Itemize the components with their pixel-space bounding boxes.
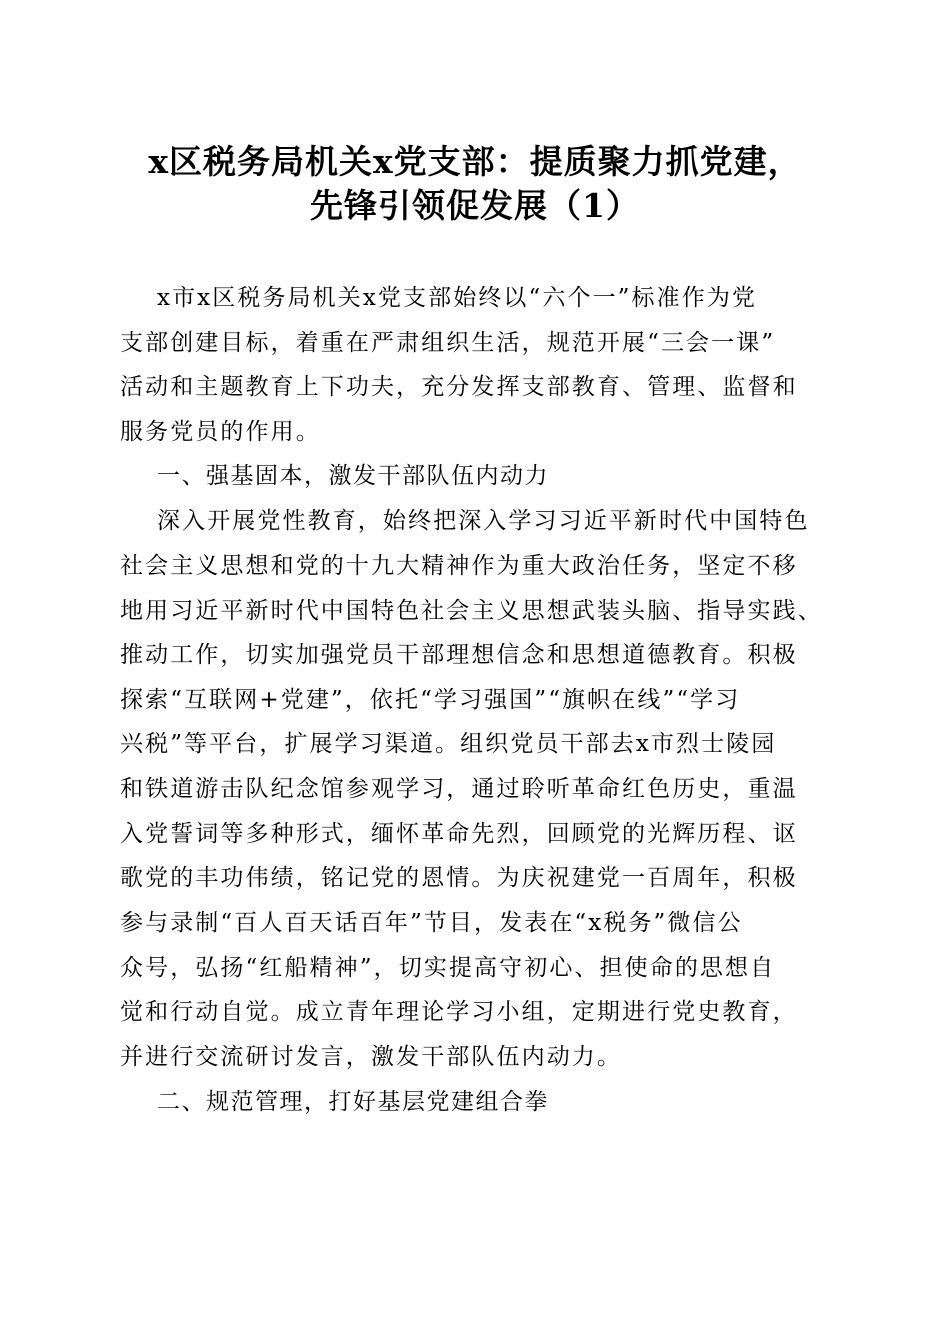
section-1-line: 并进行交流研讨发言，激发干部队伍内动力。	[120, 1044, 622, 1070]
section-1-line: 和铁道游击队纪念馆参观学习，通过聆听革命红色历史，重温	[120, 776, 798, 802]
section-1-line: 探索“互联网+党建”，依托“学习强国”“旗帜在线”“学习	[120, 687, 741, 713]
section-1-line: 兴税”等平台，扩展学习渠道。组织党员干部去x市烈士陵园	[120, 731, 777, 757]
section-1-line: 社会主义思想和党的十九大精神作为重大政治任务，坚定不移	[120, 553, 798, 579]
section-1-line: 入党誓词等多种形式，缅怀革命先烈，回顾党的光辉历程、讴	[120, 821, 798, 847]
intro-paragraph-line: x市x区税务局机关x党支部始终以“六个一”标准作为党	[157, 285, 758, 311]
document-title-line-2: 先锋引领促发展（1）	[310, 186, 640, 225]
section-1-line: 众号，弘扬“红船精神”，切实提高守初心、担使命的思想自	[120, 955, 776, 981]
section-1-line: 觉和行动自觉。成立青年理论学习小组，定期进行党史教育，	[120, 999, 798, 1025]
section-2-heading: 二、规范管理，打好基层党建组合拳	[157, 1089, 549, 1115]
section-1-line: 参与录制“百人百天话百年”节目，发表在“x税务”微信公	[120, 910, 743, 936]
section-1-line: 地用习近平新时代中国特色社会主义思想武装头脑、指导实践、	[120, 598, 823, 624]
intro-paragraph-line: 服务党员的作用。	[120, 419, 321, 445]
document-title-line-1: x区税务局机关x党支部：提质聚力抓党建，	[148, 142, 802, 181]
section-1-heading: 一、强基固本，激发干部队伍内动力	[157, 463, 549, 489]
section-1-line: 推动工作，切实加强党员干部理想信念和思想道德教育。积极	[120, 642, 798, 668]
intro-paragraph-line: 活动和主题教育上下功夫，充分发挥支部教育、管理、监督和	[120, 374, 798, 400]
section-1-line: 歌党的丰功伟绩，铭记党的恩情。为庆祝建党一百周年，积极	[120, 865, 798, 891]
intro-paragraph-line: 支部创建目标，着重在严肃组织生活，规范开展“三会一课”	[120, 330, 776, 356]
section-1-line: 深入开展党性教育，始终把深入学习习近平新时代中国特色	[157, 508, 810, 534]
